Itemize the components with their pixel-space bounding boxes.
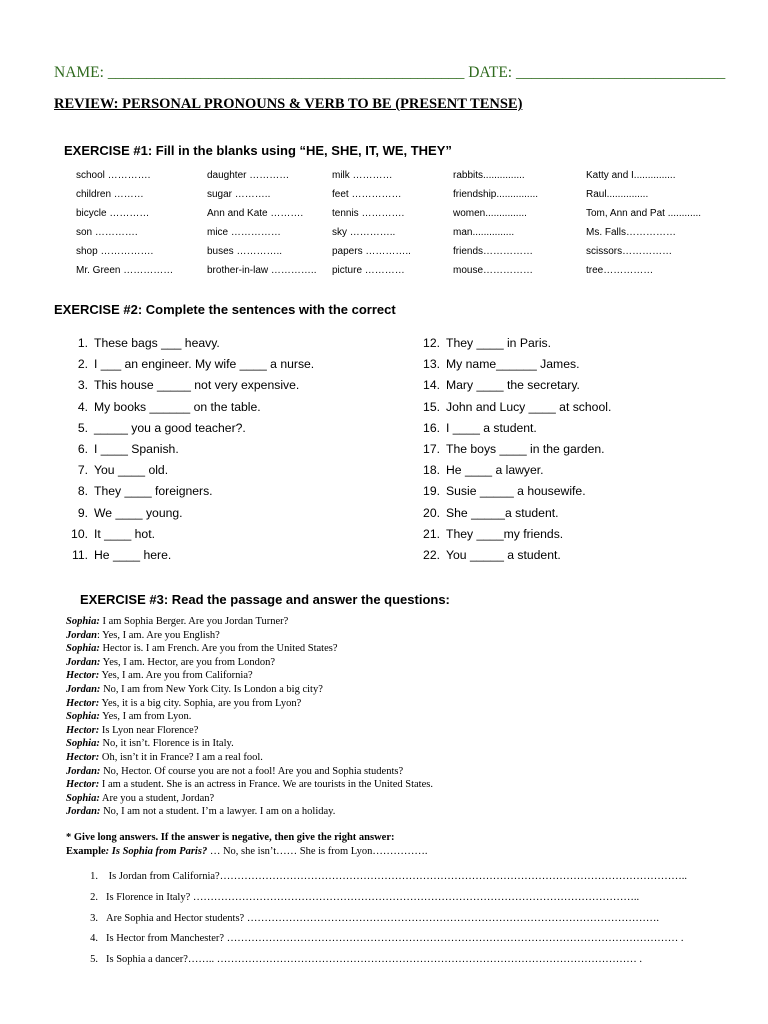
word-item[interactable]: Ann and Kate ………. — [207, 208, 304, 219]
word-item[interactable]: Mr. Green …………… — [76, 265, 174, 276]
word-item[interactable]: women............... — [453, 208, 527, 219]
question-item[interactable] — [84, 954, 642, 965]
sentence-number: 2. — [77, 357, 88, 371]
sentence-item[interactable] — [66, 357, 314, 371]
sentence-item[interactable] — [66, 527, 155, 541]
sentence-item[interactable] — [418, 378, 580, 392]
sentence-text: They ____ in Paris. — [446, 336, 552, 350]
dialogue-text: Yes, I am from Lyon. — [99, 711, 192, 722]
example-label: Example — [66, 846, 106, 857]
example-line — [66, 846, 428, 857]
word-item[interactable]: mice …………… — [207, 227, 281, 238]
dialogue-line — [66, 684, 323, 695]
word-item[interactable]: son …………. — [76, 227, 138, 238]
question-text: Is Sophia a dancer?…….. ………………………………………………………………………………………………………… . — [106, 954, 643, 965]
dialogue-text: Are you a student, Jordan? — [99, 793, 215, 804]
word-item[interactable]: tennis …………. — [332, 208, 405, 219]
sentence-number: 5. — [77, 421, 88, 435]
word-item[interactable]: tree…………… — [586, 265, 654, 276]
sentence-item[interactable] — [66, 442, 179, 456]
dialogue-text: No, I am not a student. I’m a lawyer. I am on a holiday. — [100, 806, 336, 817]
speaker-name: Jordan: — [66, 766, 101, 777]
sentence-text: Susie _____ a housewife. — [446, 484, 586, 498]
word-item[interactable]: bicycle ………… — [76, 208, 150, 219]
word-item[interactable]: man............... — [453, 227, 515, 238]
sentence-item[interactable] — [66, 484, 213, 498]
sentence-text: The boys ____ in the garden. — [446, 442, 605, 456]
sentence-text: These bags ___ heavy. — [94, 336, 220, 350]
sentence-number: 19. — [423, 484, 440, 498]
exercise1-heading: EXERCISE #1: Fill in the blanks using “HE, SHE, IT, WE, THEY” — [64, 143, 452, 158]
sentence-item[interactable] — [418, 506, 559, 520]
dialogue-text: Yes, I am. Are you from California? — [99, 670, 253, 681]
sentence-item[interactable] — [66, 400, 261, 414]
question-item[interactable] — [84, 933, 683, 944]
dialogue-line — [66, 725, 198, 736]
word-item[interactable]: shop ……………. — [76, 246, 154, 257]
sentence-item[interactable] — [66, 378, 299, 392]
sentence-item[interactable] — [418, 463, 544, 477]
speaker-name: Jordan: — [66, 657, 101, 668]
speaker-name: Jordan — [66, 630, 97, 641]
dialogue-line — [66, 793, 214, 804]
dialogue-text: Is Lyon near Florence? — [99, 725, 199, 736]
sentence-number: 13. — [423, 357, 440, 371]
sentence-number: 14. — [423, 378, 440, 392]
dialogue-text: No, Hector. Of course you are not a fool! Are you and Sophia students? — [100, 766, 404, 777]
word-item[interactable]: mouse…………… — [453, 265, 534, 276]
word-item[interactable]: Ms. Falls…………… — [586, 227, 676, 238]
word-item[interactable]: scissors…………… — [586, 246, 673, 257]
exercise2-heading: EXERCISE #2: Complete the sentences with the correct — [54, 302, 396, 317]
question-text: Are Sophia and Hector students? ………………………………………………………………………………………………………. — [106, 913, 659, 924]
sentence-item[interactable] — [418, 527, 563, 541]
speaker-name: Jordan: — [66, 684, 101, 695]
sentence-text: You _____ a student. — [446, 548, 561, 562]
sentence-number: 18. — [423, 463, 440, 477]
sentence-item[interactable] — [66, 336, 220, 350]
dialogue-line — [66, 616, 288, 627]
sentence-number: 21. — [423, 527, 440, 541]
speaker-name: Jordan: — [66, 806, 101, 817]
sentence-text: I ____ a student. — [446, 421, 537, 435]
dialogue-line — [66, 806, 335, 817]
speaker-name: Hector: — [66, 779, 100, 790]
sentence-number: 9. — [77, 506, 88, 520]
speaker-name: Sophia: — [66, 711, 100, 722]
sentence-text: She _____a student. — [446, 506, 559, 520]
word-item[interactable]: friends…………… — [453, 246, 534, 257]
dialogue-line — [66, 698, 301, 709]
word-item[interactable]: Katty and I............... — [586, 170, 676, 181]
sentence-number: 15. — [423, 400, 440, 414]
dialogue-text: Yes, I am. Hector, are you from London? — [100, 657, 275, 668]
dialogue-line — [66, 766, 403, 777]
speaker-name: Sophia: — [66, 738, 100, 749]
speaker-name: Hector: — [66, 670, 100, 681]
answer-instruction: * Give long answers. If the answer is negative, then give the right answer: — [66, 832, 395, 843]
sentence-number: 8. — [77, 484, 88, 498]
word-item[interactable]: Raul............... — [586, 189, 649, 200]
dialogue-line — [66, 711, 191, 722]
sentence-item[interactable] — [418, 484, 586, 498]
sentence-text: _____ you a good teacher?. — [94, 421, 246, 435]
dialogue-line — [66, 670, 253, 681]
sentence-text: We ____ young. — [94, 506, 183, 520]
sentence-number: 4. — [77, 400, 88, 414]
dialogue-line — [66, 657, 275, 668]
sentence-item[interactable] — [418, 442, 605, 456]
dialogue-text: No, I am from New York City. Is London a big city? — [100, 684, 323, 695]
dialogue-line — [66, 643, 338, 654]
word-item[interactable]: brother-in-law ………….. — [207, 265, 317, 276]
sentence-item[interactable] — [66, 463, 168, 477]
dialogue-text: Oh, isn’t it in France? I am a real fool. — [99, 752, 263, 763]
sentence-item[interactable] — [66, 506, 183, 520]
speaker-name: Sophia: — [66, 793, 100, 804]
sentence-text: It ____ hot. — [94, 527, 155, 541]
sentence-number: 6. — [77, 442, 88, 456]
sentence-text: I ____ Spanish. — [94, 442, 179, 456]
question-text: Is Jordan from California?…………………………………………………………………………………………………………………….. — [106, 871, 687, 882]
question-item[interactable] — [84, 913, 659, 924]
word-item[interactable]: feet …………… — [332, 189, 402, 200]
page-title: REVIEW: PERSONAL PRONOUNS & VERB TO BE (PRESENT TENSE) — [54, 96, 523, 112]
sentence-number: 11. — [71, 548, 88, 562]
sentence-item[interactable] — [418, 336, 551, 350]
sentence-text: You ____ old. — [94, 463, 169, 477]
sentence-number: 22. — [423, 548, 440, 562]
dialogue-line — [66, 779, 433, 790]
word-item[interactable]: rabbits............... — [453, 170, 525, 181]
speaker-name: Sophia: — [66, 643, 100, 654]
sentence-number: 3. — [77, 378, 88, 392]
sentence-item[interactable] — [66, 548, 171, 562]
question-item[interactable] — [84, 892, 639, 903]
sentence-number: 20. — [423, 506, 440, 520]
dialogue-text: I am Sophia Berger. Are you Jordan Turner? — [99, 616, 289, 627]
dialogue-text: I am a student. She is an actress in France. We are tourists in the United States. — [99, 779, 433, 790]
word-item[interactable]: friendship............... — [453, 189, 539, 200]
sentence-number: 10. — [71, 527, 88, 541]
speaker-name: Sophia: — [66, 616, 100, 627]
dialogue-text: : Yes, I am. Are you English? — [96, 630, 220, 641]
question-text: Is Hector from Manchester? ………………………………………………………………………………………………………………… . — [106, 933, 684, 944]
dialogue-line — [66, 630, 220, 641]
question-text: Is Florence in Italy? ……………………………………………………………………………………………………………….. — [106, 892, 640, 903]
question-number: 4. — [90, 933, 98, 944]
sentence-text: They ____ foreigners. — [94, 484, 213, 498]
sentence-item[interactable] — [418, 357, 579, 371]
word-item[interactable]: school …………. — [76, 170, 151, 181]
sentence-item[interactable] — [418, 548, 561, 562]
dialogue-line — [66, 752, 263, 763]
exercise3-heading: EXERCISE #3: Read the passage and answer the questions: — [80, 592, 450, 607]
sentence-number: 12. — [423, 336, 440, 350]
sentence-number: 7. — [77, 463, 88, 477]
dialogue-text: No, it isn’t. Florence is in Italy. — [99, 738, 234, 749]
sentence-item[interactable] — [418, 400, 611, 414]
word-item[interactable]: daughter ………… — [207, 170, 290, 181]
question-number: 5. — [90, 954, 98, 965]
word-item[interactable]: children ……… — [76, 189, 144, 200]
speaker-name: Hector: — [66, 698, 100, 709]
word-item[interactable]: buses ………….. — [207, 246, 283, 257]
example-answer: … No, she isn’t…… She is from Lyon……………. — [207, 846, 428, 857]
word-item[interactable]: picture ………… — [332, 265, 405, 276]
word-item[interactable]: sugar ……….. — [207, 189, 271, 200]
sentence-text: My name______ James. — [446, 357, 580, 371]
sentence-number: 1. — [77, 336, 88, 350]
question-number: 3. — [90, 913, 98, 924]
word-item[interactable]: sky ………….. — [332, 227, 396, 238]
question-number: 1. — [90, 871, 98, 882]
sentence-text: He ____ here. — [94, 548, 172, 562]
sentence-text: This house _____ not very expensive. — [94, 378, 300, 392]
sentence-number: 16. — [423, 421, 440, 435]
sentence-text: They ____my friends. — [446, 527, 564, 541]
dialogue-text: Yes, it is a big city. Sophia, are you from Lyon? — [99, 698, 302, 709]
word-item[interactable]: milk ………… — [332, 170, 393, 181]
speaker-name: Hector: — [66, 752, 100, 763]
dialogue-text: Hector is. I am French. Are you from the United States? — [99, 643, 338, 654]
sentence-text: I ___ an engineer. My wife ____ a nurse. — [94, 357, 315, 371]
question-item[interactable] — [84, 871, 687, 882]
sentence-text: My books ______ on the table. — [94, 400, 261, 414]
sentence-text: Mary ____ the secretary. — [446, 378, 580, 392]
speaker-name: Hector: — [66, 725, 100, 736]
sentence-text: He ____ a lawyer. — [446, 463, 544, 477]
word-item[interactable]: Tom, Ann and Pat ............ — [586, 208, 702, 219]
word-item[interactable]: papers ………….. — [332, 246, 411, 257]
sentence-number: 17. — [423, 442, 440, 456]
question-number: 2. — [90, 892, 98, 903]
dialogue-line — [66, 738, 234, 749]
sentence-item[interactable] — [418, 421, 537, 435]
example-question: : Is Sophia from Paris? — [105, 846, 208, 857]
name-date-line[interactable]: NAME: ______________________________________________ DATE: ___________________________ — [54, 64, 726, 81]
sentence-item[interactable] — [66, 421, 246, 435]
sentence-text: John and Lucy ____ at school. — [446, 400, 612, 414]
